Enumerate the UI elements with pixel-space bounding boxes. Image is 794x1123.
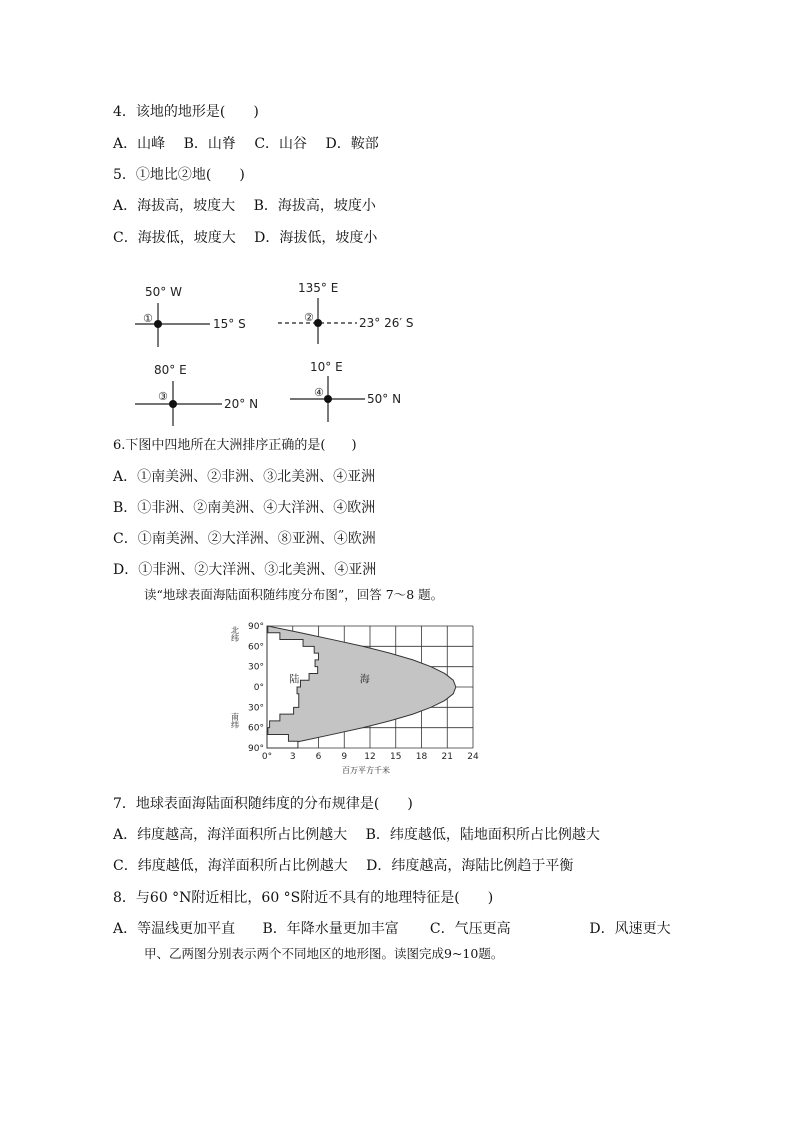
q4-option-c: C．山谷 [254,136,308,152]
x-tick-label: 18 [415,752,428,762]
y-tick-label: 30° [248,703,264,714]
q4-option-a: A．山峰 [113,136,166,152]
point-1-marker: ① [143,312,153,325]
q4-option-d: D．鞍部 [325,136,379,152]
q7-options-row1 [113,826,614,844]
point-1-longitude: 50° W [145,285,182,299]
coord-figure-2 [278,281,414,344]
point-2-dot [314,319,322,327]
q8-option-a: A．等温线更加平直 [113,921,236,937]
x-tick-label: 24 [467,752,479,762]
q6-stem: 6.下图中四地所在大洲排序正确的是( ) [113,438,357,453]
x-tick-label: 15 [390,752,402,762]
intro-7-8: 读“地球表面海陆面积随纬度分布图”，回答 7～8 题。 [144,587,444,602]
q6-option-a: A．①南美洲、②非洲、③北美洲、④亚洲 [113,469,376,485]
q7-option-b: B．纬度越低，陆地面积所占比例越大 [365,827,600,843]
chart-x-axis-label: 百万平方千米 [342,766,390,775]
land-label: 陆 [289,674,300,686]
q7-options-row2 [113,857,587,875]
point-2-latitude: 23° 26′ S [359,316,414,330]
q8-stem: 8．与60 °N附近相比，60 °S附近不具有的地理特征是( ) [113,890,494,906]
x-tick-label: 3 [289,752,296,762]
y-tick-label: 90° [248,744,264,754]
q4-option-b: B．山脊 [183,136,236,152]
x-tick-label: 0° [261,752,273,762]
y-tick-label: 60° [248,723,264,734]
south-latitude-label-1: 南 [231,712,239,722]
q6-option-c: C．①南美洲、②大洋洲、⑧亚洲、④欧洲 [113,531,376,547]
north-latitude-label-1: 北 [231,625,239,635]
q5-option-b: B．海拔高，坡度小 [253,198,376,214]
sea-label: 海 [359,674,370,686]
point-1-dot [154,320,162,328]
x-tick-label: 21 [441,752,453,762]
point-3-longitude: 80° E [154,363,187,377]
point-4-latitude: 50° N [367,392,402,406]
x-tick-label: 6 [315,752,322,762]
x-tick-label: 9 [341,752,348,762]
coord-figure-1 [135,285,246,347]
q5-option-d: D．海拔低，坡度小 [254,230,378,246]
q8-option-c: C．气压更高 [429,921,511,937]
q6-option-b: B．①非洲、②南美洲、④大洋洲、④欧洲 [113,500,376,516]
q7-stem: 7．地球表面海陆面积随纬度的分布规律是( ) [113,796,413,812]
x-tick-label: 12 [364,752,376,762]
q8-options [113,920,671,938]
y-tick-label: 60° [248,642,264,653]
q7-option-a: A．纬度越高，海洋面积所占比例越大 [113,827,348,843]
point-3-dot [169,400,177,408]
point-2-longitude: 135° E [298,281,339,295]
south-latitude-label-2: 纬 [231,720,239,730]
q7-option-d: D．纬度越高，海陆比例趋于平衡 [366,858,574,874]
point-4-marker: ④ [314,386,324,399]
north-latitude-label-2: 纬 [231,633,239,643]
point-1-latitude: 15° S [213,317,246,331]
q7-option-c: C．纬度越低，海洋面积所占比例越大 [113,858,348,874]
y-tick-label: 0° [253,683,264,693]
point-4-dot [324,395,332,403]
y-tick-label: 30° [248,662,264,673]
coord-figure-4 [290,360,401,422]
q8-option-b: B．年降水量更加丰富 [262,921,399,937]
land-sea-area-chart [225,618,485,783]
q8-option-d: D．风速更大 [589,921,671,937]
y-tick-label: 90° [248,622,264,632]
q5-option-c: C．海拔低，坡度大 [113,230,236,246]
point-3-marker: ③ [158,390,168,403]
q5-stem: 5．①地比②地( ) [113,167,245,183]
q6-option-d: D．①非洲、②大洋洲、③北美洲、④亚洲 [113,562,377,578]
q4-stem: 4．该地的地形是( ) [113,104,259,120]
coordinate-figures [0,0,794,440]
point-4-longitude: 10° E [310,360,343,374]
coord-figure-3 [135,363,258,426]
q5-option-a: A．海拔高，坡度大 [113,198,236,214]
intro-9-10: 甲、乙两图分别表示两个不同地区的地形图。读图完成9~10题。 [144,946,504,961]
point-3-latitude: 20° N [224,397,259,411]
point-2-marker: ② [304,311,314,324]
